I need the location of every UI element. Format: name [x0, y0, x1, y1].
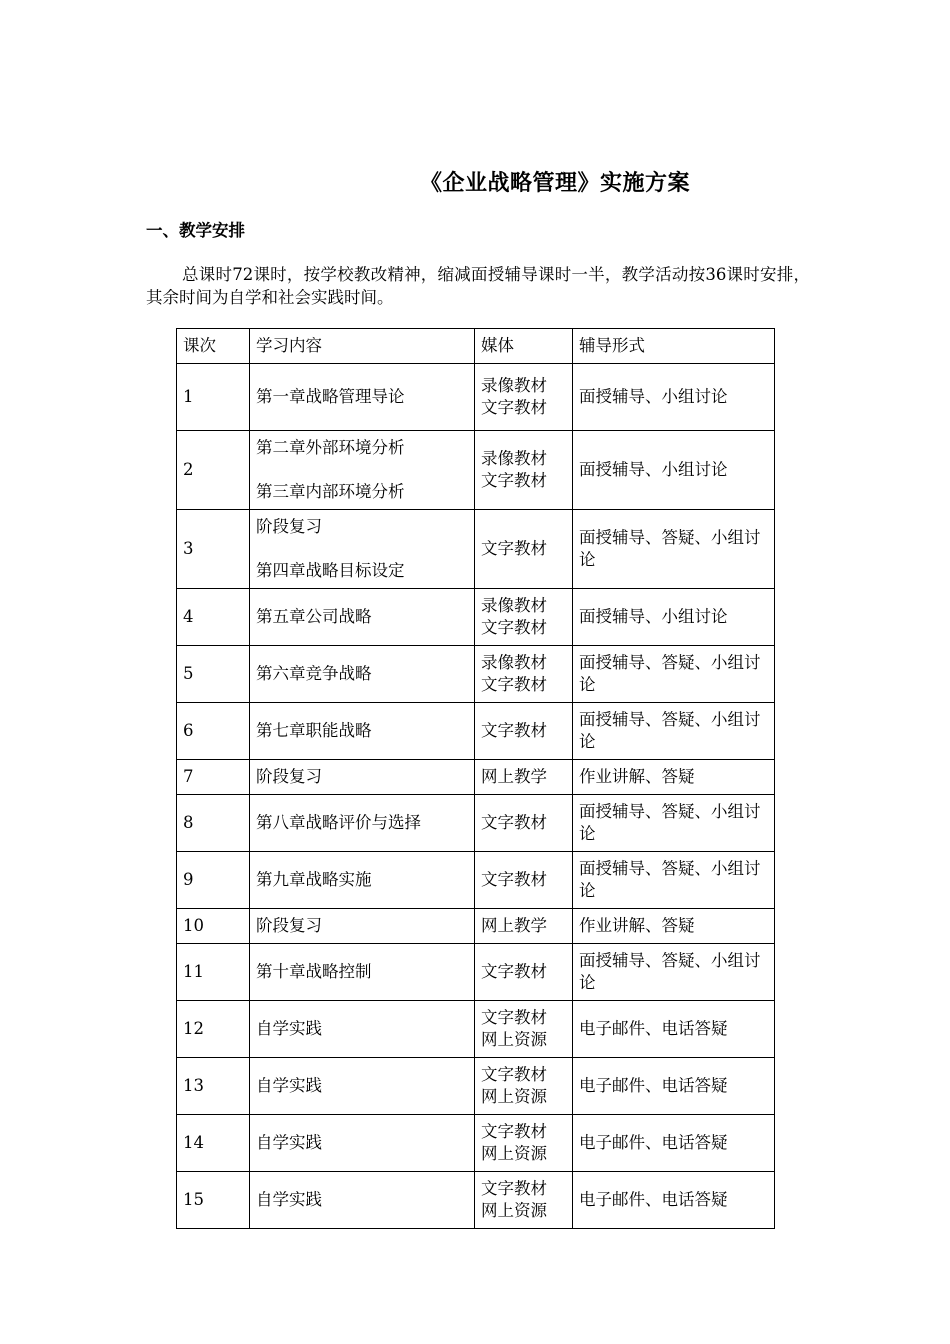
- media-line: 文字教材: [481, 962, 547, 981]
- lesson-format: 作业讲解、答疑: [573, 760, 775, 795]
- media-line: 录像教材: [481, 376, 547, 395]
- lesson-number: 8: [177, 795, 250, 852]
- lesson-number: 14: [177, 1115, 250, 1172]
- content-line: 第九章战略实施: [256, 870, 372, 889]
- lesson-number: 9: [177, 852, 250, 909]
- lesson-media: [475, 795, 573, 852]
- lesson-number: 6: [177, 703, 250, 760]
- content-line: 第八章战略评价与选择: [256, 813, 421, 832]
- lesson-content: [250, 1172, 475, 1229]
- lesson-media: [475, 760, 573, 795]
- lesson-content: [250, 364, 475, 431]
- media-line: 录像教材: [481, 653, 547, 672]
- table-row: [177, 703, 775, 760]
- lesson-media: [475, 944, 573, 1001]
- lesson-media: [475, 431, 573, 510]
- header-content: 学习内容: [250, 329, 475, 364]
- lesson-media: [475, 589, 573, 646]
- media-line: 文字教材: [481, 1179, 547, 1198]
- schedule-table: [176, 328, 775, 1229]
- lesson-media: [475, 1172, 573, 1229]
- table-row: [177, 1058, 775, 1115]
- media-line: 文字教材: [481, 539, 547, 558]
- lesson-number: 13: [177, 1058, 250, 1115]
- header-lesson: 课次: [177, 329, 250, 364]
- media-line: 网上教学: [481, 767, 547, 786]
- table-row: [177, 760, 775, 795]
- table-row: [177, 944, 775, 1001]
- content-line: 自学实践: [256, 1019, 322, 1038]
- table-row: [177, 431, 775, 510]
- section-heading: 一、教学安排: [146, 221, 245, 240]
- content-line: 第二章外部环境分析: [256, 438, 405, 457]
- lesson-media: [475, 364, 573, 431]
- lesson-content: [250, 909, 475, 944]
- table-row: [177, 510, 775, 589]
- content-line: 自学实践: [256, 1190, 322, 1209]
- content-line: 自学实践: [256, 1076, 322, 1095]
- lesson-format: 面授辅导、小组讨论: [573, 364, 775, 431]
- media-line: 网上资源: [481, 1087, 547, 1106]
- media-line: 网上资源: [481, 1144, 547, 1163]
- lesson-content: [250, 1058, 475, 1115]
- lesson-number: 4: [177, 589, 250, 646]
- lesson-media: [475, 1115, 573, 1172]
- lesson-content: [250, 1001, 475, 1058]
- lesson-number: 10: [177, 909, 250, 944]
- lesson-format: 面授辅导、答疑、小组讨论: [573, 795, 775, 852]
- table-row: [177, 852, 775, 909]
- lesson-format: 面授辅导、小组讨论: [573, 431, 775, 510]
- content-line: 自学实践: [256, 1133, 322, 1152]
- lesson-format: 电子邮件、电话答疑: [573, 1172, 775, 1229]
- table-row: [177, 364, 775, 431]
- header-format: 辅导形式: [573, 329, 775, 364]
- content-line: 第七章职能战略: [256, 721, 372, 740]
- lesson-format: 作业讲解、答疑: [573, 909, 775, 944]
- media-line: 网上教学: [481, 916, 547, 935]
- media-line: 文字教材: [481, 1065, 547, 1084]
- table-row: [177, 1115, 775, 1172]
- document-title: 《企业战略管理》实施方案: [419, 171, 690, 196]
- media-line: 文字教材: [481, 471, 547, 490]
- lesson-format: 面授辅导、答疑、小组讨论: [573, 510, 775, 589]
- content-line: 第四章战略目标设定: [256, 561, 405, 580]
- content-line: 第六章竞争战略: [256, 664, 372, 683]
- lesson-media: [475, 703, 573, 760]
- content-line: 阶段复习: [256, 916, 322, 935]
- table-row: [177, 1172, 775, 1229]
- lesson-content: [250, 431, 475, 510]
- lesson-number: 3: [177, 510, 250, 589]
- lesson-content: [250, 703, 475, 760]
- table-body: [177, 364, 775, 1229]
- lesson-media: [475, 909, 573, 944]
- lesson-format: 电子邮件、电话答疑: [573, 1001, 775, 1058]
- media-line: 网上资源: [481, 1201, 547, 1220]
- lesson-content: [250, 944, 475, 1001]
- lesson-number: 15: [177, 1172, 250, 1229]
- media-line: 录像教材: [481, 596, 547, 615]
- content-line: 第三章内部环境分析: [256, 482, 405, 501]
- media-line: 文字教材: [481, 1008, 547, 1027]
- media-line: 文字教材: [481, 675, 547, 694]
- media-line: 网上资源: [481, 1030, 547, 1049]
- intro-paragraph: 总课时72课时，按学校教改精神，缩减面授辅导课时一半，教学活动按36课时安排，其余时间为自学和社会实践时间。: [146, 265, 810, 307]
- content-line: 阶段复习: [256, 517, 322, 536]
- media-line: 文字教材: [481, 1122, 547, 1141]
- lesson-number: 7: [177, 760, 250, 795]
- lesson-content: [250, 510, 475, 589]
- lesson-media: [475, 646, 573, 703]
- lesson-format: 电子邮件、电话答疑: [573, 1115, 775, 1172]
- lesson-number: 5: [177, 646, 250, 703]
- lesson-content: [250, 760, 475, 795]
- lesson-number: 2: [177, 431, 250, 510]
- table-header-row: [177, 329, 775, 364]
- media-line: 文字教材: [481, 618, 547, 637]
- lesson-format: 面授辅导、答疑、小组讨论: [573, 852, 775, 909]
- header-media: 媒体: [475, 329, 573, 364]
- media-line: 录像教材: [481, 449, 547, 468]
- table-row: [177, 1001, 775, 1058]
- lesson-content: [250, 1115, 475, 1172]
- media-line: 文字教材: [481, 813, 547, 832]
- lesson-format: 电子邮件、电话答疑: [573, 1058, 775, 1115]
- content-line: 第五章公司战略: [256, 607, 372, 626]
- lesson-format: 面授辅导、答疑、小组讨论: [573, 944, 775, 1001]
- lesson-number: 1: [177, 364, 250, 431]
- lesson-format: 面授辅导、答疑、小组讨论: [573, 703, 775, 760]
- lesson-number: 12: [177, 1001, 250, 1058]
- media-line: 文字教材: [481, 398, 547, 417]
- content-line: 阶段复习: [256, 767, 322, 786]
- content-line: 第十章战略控制: [256, 962, 372, 981]
- lesson-format: 面授辅导、小组讨论: [573, 589, 775, 646]
- lesson-media: [475, 852, 573, 909]
- media-line: 文字教材: [481, 870, 547, 889]
- table-row: [177, 795, 775, 852]
- media-line: 文字教材: [481, 721, 547, 740]
- table-row: [177, 909, 775, 944]
- lesson-content: [250, 646, 475, 703]
- table-row: [177, 646, 775, 703]
- lesson-content: [250, 589, 475, 646]
- table-row: [177, 589, 775, 646]
- content-line: 第一章战略管理导论: [256, 387, 405, 406]
- lesson-media: [475, 1001, 573, 1058]
- lesson-number: 11: [177, 944, 250, 1001]
- lesson-content: [250, 795, 475, 852]
- lesson-content: [250, 852, 475, 909]
- lesson-media: [475, 510, 573, 589]
- lesson-format: 面授辅导、答疑、小组讨论: [573, 646, 775, 703]
- lesson-media: [475, 1058, 573, 1115]
